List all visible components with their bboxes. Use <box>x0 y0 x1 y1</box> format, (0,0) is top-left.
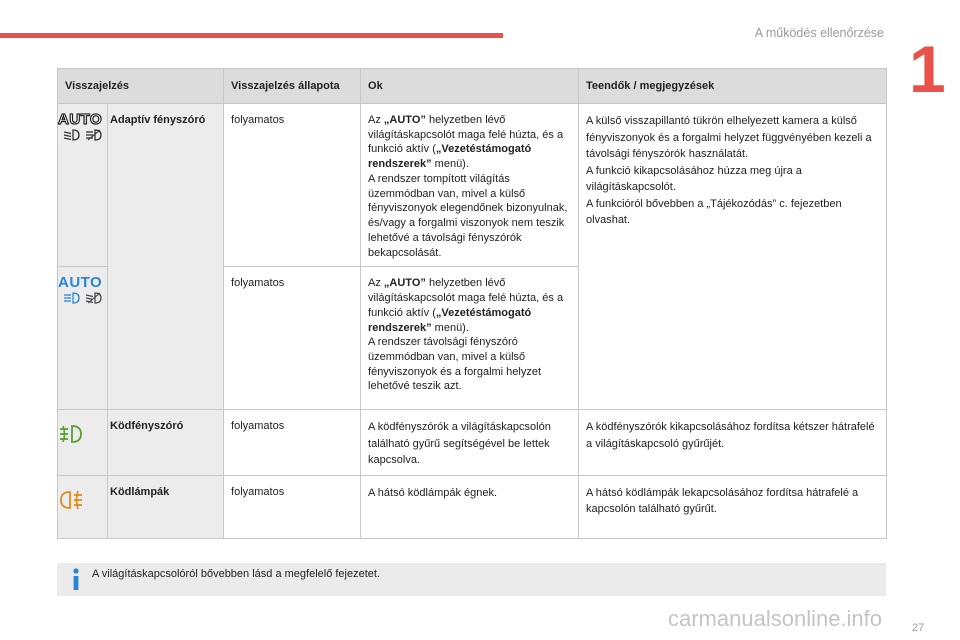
cause-text: menü). A rendszer tompított világítás üzemmódban van, mivel a külső fényviszonyok elegendőnek bizonyulnak, és/vagy a forgalmi viszonyok nem teszik lehetővé a távolsági fényszórók bekapcsolását. <box>368 158 568 259</box>
info-icon <box>69 567 83 591</box>
front-fog-lamp-icon <box>58 424 84 444</box>
column-header: Ok <box>361 69 579 104</box>
cause-text: menü). A rendszer távolsági fényszóró üzemmódban van, mivel a külső fényviszonyok és a forgalmi helyzet lehetővé teszik azt. <box>368 321 542 393</box>
table-row <box>58 475 887 538</box>
indicator-label: Adaptív fényszóró <box>108 104 224 410</box>
column-header: Visszajelzés állapota <box>224 69 361 104</box>
indicator-cause <box>361 267 579 410</box>
page-number: 27 <box>912 622 925 634</box>
rear-fog-lamp-icon <box>58 490 84 510</box>
indicator-notes: A külső visszapillantó tükrön elhelyezett kamera a külső fényviszonyok és a forgalmi helyzet függvényében kezeli a távolsági fényszórók használatát. A funkció kikapcsolásához húzza meg újra a világításkapcsolót. A funkcióról bővebben a „Tájékozódás” c. fejezetben olvashat. <box>579 104 887 410</box>
column-header: Visszajelzés <box>58 69 224 104</box>
auto-headlamp-icon: AUTO <box>58 111 103 128</box>
indicator-status: folyamatos <box>224 410 361 476</box>
cause-bold: „Vezetéstámogató rendszerek” <box>368 306 532 334</box>
indicator-icon-cell <box>58 104 108 267</box>
table-row <box>58 104 887 267</box>
high-beam-off-icon <box>85 292 103 304</box>
indicator-status: folyamatos <box>224 104 361 267</box>
indicator-status: folyamatos <box>224 475 361 538</box>
table-header-row <box>58 69 887 104</box>
indicator-icon-cell <box>58 475 108 538</box>
column-header: Teendők / megjegyzések <box>579 69 887 104</box>
info-text: A világításkapcsolóról bővebben lásd a megfelelő fejezetet. <box>92 568 381 580</box>
watermark: carmanualsonline.info <box>668 606 883 631</box>
low-beam-icon <box>63 292 81 304</box>
cause-text: Az <box>368 277 384 290</box>
low-beam-icon <box>63 129 81 141</box>
indicator-table <box>57 68 887 539</box>
indicator-notes: A hátsó ködlámpák lekapcsolásához fordítsa hátrafelé a kapcsolón található gyűrűt. <box>579 475 887 538</box>
indicator-cause: A ködfényszórók a világításkapcsolón található gyűrű segítségével be lettek kapcsolva. <box>361 410 579 476</box>
info-box <box>57 563 886 596</box>
indicator-cause <box>361 104 579 267</box>
cause-text: helyzetben lévő világításkapcsolót maga felé húzta, és a funkció aktív ( <box>368 114 564 156</box>
indicator-status: folyamatos <box>224 267 361 410</box>
section-title: A működés ellenőrzése <box>754 26 884 40</box>
high-beam-icon <box>85 129 103 141</box>
indicator-cause: A hátsó ködlámpák égnek. <box>361 475 579 538</box>
indicator-label: Ködlámpák <box>108 475 224 538</box>
indicator-icon-cell <box>58 267 108 410</box>
indicator-label: Ködfényszóró <box>108 410 224 476</box>
top-accent-bar <box>0 33 503 38</box>
indicator-icon-cell <box>58 410 108 476</box>
chapter-number: 1 <box>909 32 946 106</box>
cause-bold: „Vezetéstámogató rendszerek” <box>368 143 532 171</box>
cause-bold: „AUTO” <box>383 114 426 126</box>
cause-text: helyzetben lévő világításkapcsolót maga felé húzta, és a funkció aktív ( <box>368 277 564 319</box>
indicator-notes: A ködfényszórók kikapcsolásához fordítsa kétszer hátrafelé a világításkapcsoló gyűrűjét. <box>579 410 887 476</box>
cause-text: Az <box>368 114 384 126</box>
table-row <box>58 410 887 476</box>
cause-bold: „AUTO” <box>383 277 426 290</box>
auto-high-beam-icon: AUTO <box>58 274 103 292</box>
